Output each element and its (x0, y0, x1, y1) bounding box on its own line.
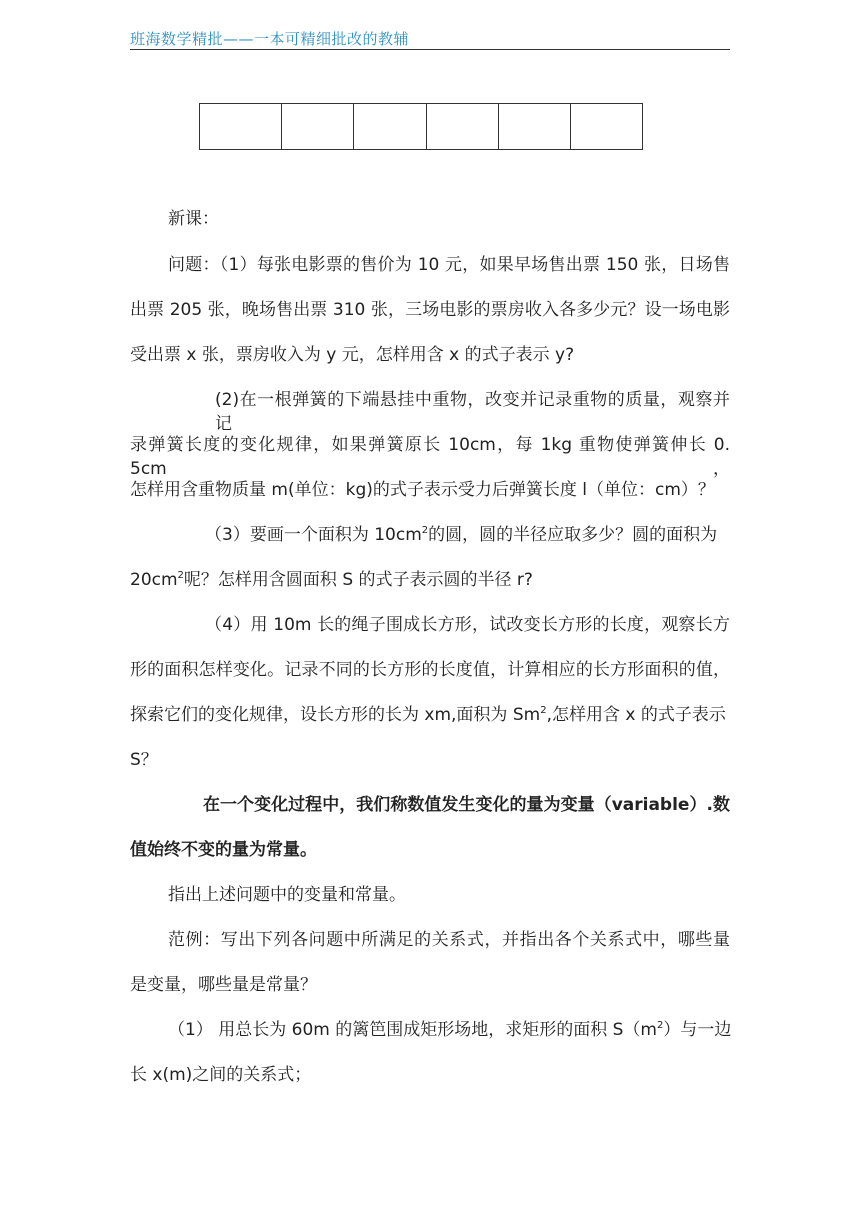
table-cell (571, 104, 643, 150)
example-line-1: 范例：写出下列各问题中所满足的关系式，并指出各个关系式中，哪些量 (168, 930, 730, 950)
text-run: 呢？怎样用含圆面积 S 的式子表示圆的半径 r? (183, 570, 533, 590)
table-cell (499, 104, 571, 150)
header-title: 班海数学精批——一本可精细批改的教辅 (130, 30, 410, 48)
problem-2-line-2: 录弹簧长度的变化规律，如果弹簧原长 10cm，每 1kg 重物使弹簧伸长 0. 5cm， (130, 435, 730, 479)
example-1-line-1 (168, 1018, 730, 1042)
instruction-text: 指出上述问题中的变量和常量。 (168, 885, 406, 905)
problem-1-line-3: 受出票 x 张，票房收入为 y 元，怎样用含 x 的式子表示 y? (130, 345, 575, 365)
superscript: 2 (421, 525, 429, 536)
text-run: （3）要画一个面积为 10cm (205, 525, 422, 545)
table-cell (427, 104, 499, 150)
text-run: 的圆，圆的半径应取多少？圆的面积为 (428, 525, 718, 545)
problem-3-line-2 (130, 568, 730, 592)
section-heading: 新课： (168, 209, 219, 229)
blank-table (199, 103, 643, 150)
text-run: 20cm (130, 570, 178, 590)
superscript: 2 (177, 570, 184, 581)
text-run: ,怎样用含 x 的式子表示 (546, 705, 726, 725)
problem-4-line-3 (130, 703, 730, 727)
problem-3-line-1 (205, 523, 730, 547)
table-cell (200, 104, 282, 150)
table-row (200, 104, 643, 150)
table-cell (282, 104, 354, 150)
table-cell (354, 104, 427, 150)
problem-4-line-4: S？ (130, 750, 158, 770)
problem-4-line-2: 形的面积怎样变化。记录不同的长方形的长度值，计算相应的长方形面积的值， (130, 660, 730, 680)
definition-line-2: 值始终不变的量为常量。 (130, 840, 317, 860)
definition-line-1: 在一个变化过程中，我们称数值发生变化的量为变量（variable）.数 (203, 795, 730, 815)
text-run: （1） 用总长为 60m 的篱笆围成矩形场地，求矩形的面积 S（m (168, 1020, 657, 1040)
text-run: ）与一边 (663, 1020, 732, 1040)
text-run: 探索它们的变化规律，设长方形的长为 xm,面积为 Sm (130, 705, 541, 725)
problem-2-line-1: (2)在一根弹簧的下端悬挂中重物，改变并记录重物的质量，观察并记 (215, 390, 730, 434)
problem-1-line-1: 问题：（1）每张电影票的售价为 10 元，如果早场售出票 150 张，日场售 (168, 255, 730, 275)
example-line-2: 是变量，哪些量是常量？ (130, 975, 317, 995)
problem-4-line-1: （4）用 10m 长的绳子围成长方形，试改变长方形的长度，观察长方 (205, 615, 730, 635)
problem-2-line-3: 怎样用含重物质量 m(单位：kg)的式子表示受力后弹簧长度 l（单位：cm）？ (130, 480, 715, 500)
example-1-line-2: 长 x(m)之间的关系式； (130, 1065, 312, 1085)
problem-1-line-2: 出票 205 张，晚场售出票 310 张，三场电影的票房收入各多少元？设一场电影 (130, 300, 730, 320)
superscript: 2 (656, 1020, 664, 1031)
superscript: 2 (540, 705, 547, 716)
header-divider (130, 49, 730, 50)
